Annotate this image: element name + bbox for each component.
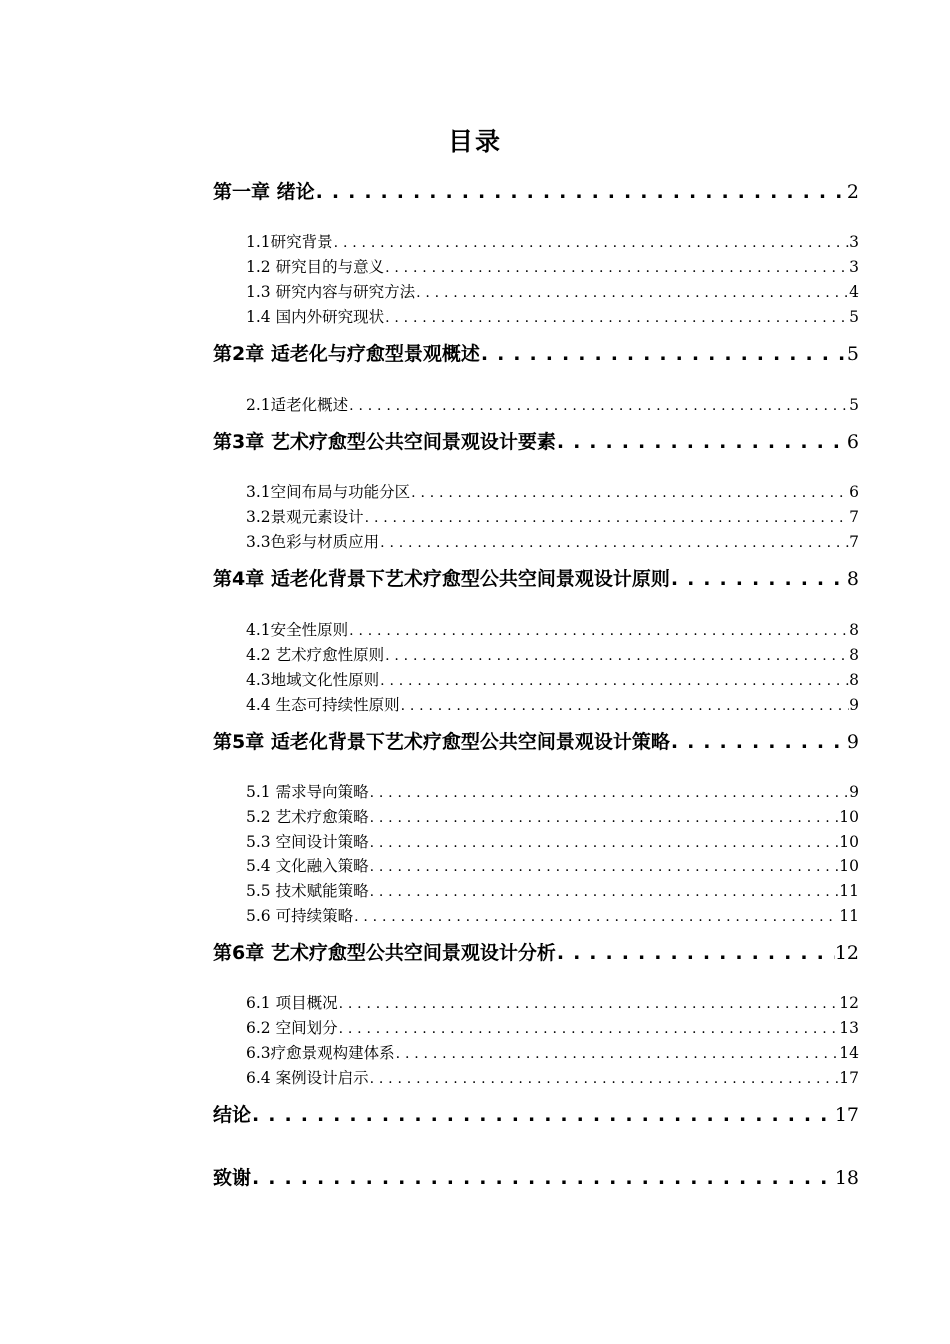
dot-leader [380,535,849,551]
dot-leader [339,1021,840,1037]
toc-entry-title: 6.1 项目概况 [246,993,338,1012]
toc-entry-title: 4.4 生态可持续性原则 [246,695,400,714]
toc-section-entry[interactable] [246,643,859,665]
toc-entry-page-number: 8 [849,670,859,689]
toc-section-entry[interactable] [246,230,859,252]
dot-leader [252,1167,835,1189]
toc-entry-title: 5.4 文化融入策略 [246,856,369,875]
toc-entry-page-number: 7 [849,532,859,551]
dot-leader [396,1046,840,1062]
toc-section-entry[interactable] [246,1041,859,1063]
toc-entry-title: 1.1研究背景 [246,232,333,251]
toc-section-entry[interactable] [246,668,859,690]
toc-entry-title: 5.3 空间设计策略 [246,832,369,851]
dot-leader [671,568,847,590]
toc-entry-page-number: 6 [849,482,859,501]
toc-entry-page-number: 17 [839,1068,859,1087]
toc-section-entry[interactable] [246,618,859,640]
toc-entry-title: 4.2 艺术疗愈性原则 [246,645,385,664]
toc-title: 目录 [447,127,502,156]
toc-entry-page-number: 10 [839,807,859,826]
toc-entry-title: 6.2 空间划分 [246,1018,338,1037]
toc-entry-title: 5.2 艺术疗愈策略 [246,807,369,826]
dot-leader [557,942,835,964]
toc-chapter-entry[interactable] [213,938,859,965]
dot-leader [339,996,840,1012]
toc-section-entry[interactable] [246,255,859,277]
toc-entry-page-number: 7 [849,507,859,526]
toc-entry-page-number: 12 [834,942,859,964]
toc-section-entry[interactable] [246,393,859,415]
toc-entry-title: 6.3疗愈景观构建体系 [246,1043,395,1062]
dot-leader [370,1071,840,1087]
toc-chapter-entry[interactable] [213,1100,859,1127]
dot-leader [349,398,849,414]
dot-leader [671,731,847,753]
toc-section-entry[interactable] [246,530,859,552]
toc-section-entry[interactable] [246,505,859,527]
toc-section-entry[interactable] [246,1066,859,1088]
toc-entry-title: 第一章 绪论 [213,181,315,203]
toc-section-entry[interactable] [246,854,859,876]
dot-leader [380,673,849,689]
toc-entry-title: 5.6 可持续策略 [246,906,354,925]
toc-entry-page-number: 10 [839,856,859,875]
toc-entry-page-number: 9 [849,782,859,801]
dot-leader [316,181,847,203]
toc-section-entry[interactable] [246,830,859,852]
dot-leader [411,485,849,501]
toc-entry-page-number: 8 [849,620,859,639]
toc-entry-page-number: 14 [839,1043,859,1062]
toc-section-entry[interactable] [246,780,859,802]
dot-leader [370,884,840,900]
toc-entry-title: 4.1安全性原则 [246,620,349,639]
toc-entry-page-number: 5 [849,307,859,326]
dot-leader [370,835,840,851]
toc-entry-page-number: 17 [834,1104,859,1126]
toc-entry-title: 第4章 适老化背景下艺术疗愈型公共空间景观设计原则 [213,568,670,590]
dot-leader [365,510,849,526]
toc-entry-page-number: 9 [846,731,859,753]
dot-leader [370,859,840,875]
toc-entry-page-number: 10 [839,832,859,851]
toc-entry-title: 第2章 适老化与疗愈型景观概述 [213,343,480,365]
toc-entry-page-number: 12 [839,993,859,1012]
toc-entry-title: 致谢 [213,1167,252,1189]
dot-leader [354,909,839,925]
dot-leader [370,810,840,826]
toc-entry-page-number: 9 [849,695,859,714]
toc-entry-title: 第3章 艺术疗愈型公共空间景观设计要素 [213,431,556,453]
toc-entry-page-number: 4 [849,282,859,301]
toc-section-entry[interactable] [246,805,859,827]
dot-leader [349,623,849,639]
toc-entry-page-number: 3 [849,232,859,251]
toc-entry-title: 6.4 案例设计启示 [246,1068,369,1087]
toc-entry-title: 5.5 技术赋能策略 [246,881,369,900]
toc-section-entry[interactable] [246,480,859,502]
toc-entry-title: 3.3色彩与材质应用 [246,532,380,551]
dot-leader [385,260,849,276]
toc-chapter-entry[interactable] [213,727,859,754]
toc-chapter-entry[interactable] [213,1163,859,1190]
toc-chapter-entry[interactable] [213,177,859,204]
toc-entry-title: 第6章 艺术疗愈型公共空间景观设计分析 [213,942,556,964]
toc-entry-title: 3.1空间布局与功能分区 [246,482,411,501]
toc-entry-title: 3.2景观元素设计 [246,507,364,526]
toc-entry-page-number: 11 [839,906,859,925]
toc-section-entry[interactable] [246,904,859,926]
toc-entry-page-number: 5 [849,395,859,414]
dot-leader [416,285,849,301]
toc-section-entry[interactable] [246,305,859,327]
toc-entry-page-number: 2 [846,181,859,203]
toc-entry-title: 1.3 研究内容与研究方法 [246,282,416,301]
toc-entry-page-number: 5 [846,343,859,365]
toc-entry-title: 2.1适老化概述 [246,395,349,414]
dot-leader [385,310,849,326]
toc-chapter-entry[interactable] [213,339,859,366]
toc-section-entry[interactable] [246,693,859,715]
dot-leader [252,1104,835,1126]
dot-leader [481,343,847,365]
toc-entry-title: 结论 [213,1104,252,1126]
toc-entry-title: 4.3地域文化性原则 [246,670,380,689]
toc-entry-title: 1.4 国内外研究现状 [246,307,385,326]
toc-section-entry[interactable] [246,879,859,901]
toc-chapter-entry[interactable] [213,427,859,454]
toc-entry-page-number: 8 [846,568,859,590]
toc-entry-page-number: 8 [849,645,859,664]
toc-entry-page-number: 11 [839,881,859,900]
toc-chapter-entry[interactable] [213,564,859,591]
dot-leader [385,648,849,664]
dot-leader [557,431,847,453]
toc-entry-page-number: 3 [849,257,859,276]
toc-section-entry[interactable] [246,1016,859,1038]
toc-entry-title: 5.1 需求导向策略 [246,782,369,801]
toc-entry-title: 第5章 适老化背景下艺术疗愈型公共空间景观设计策略 [213,731,670,753]
dot-leader [401,698,850,714]
dot-leader [370,785,850,801]
toc-section-entry[interactable] [246,991,859,1013]
toc-entry-page-number: 13 [839,1018,859,1037]
toc-section-entry[interactable] [246,280,859,302]
dot-leader [334,235,849,251]
toc-entry-page-number: 18 [834,1167,859,1189]
toc-entry-page-number: 6 [846,431,859,453]
toc-entry-title: 1.2 研究目的与意义 [246,257,385,276]
